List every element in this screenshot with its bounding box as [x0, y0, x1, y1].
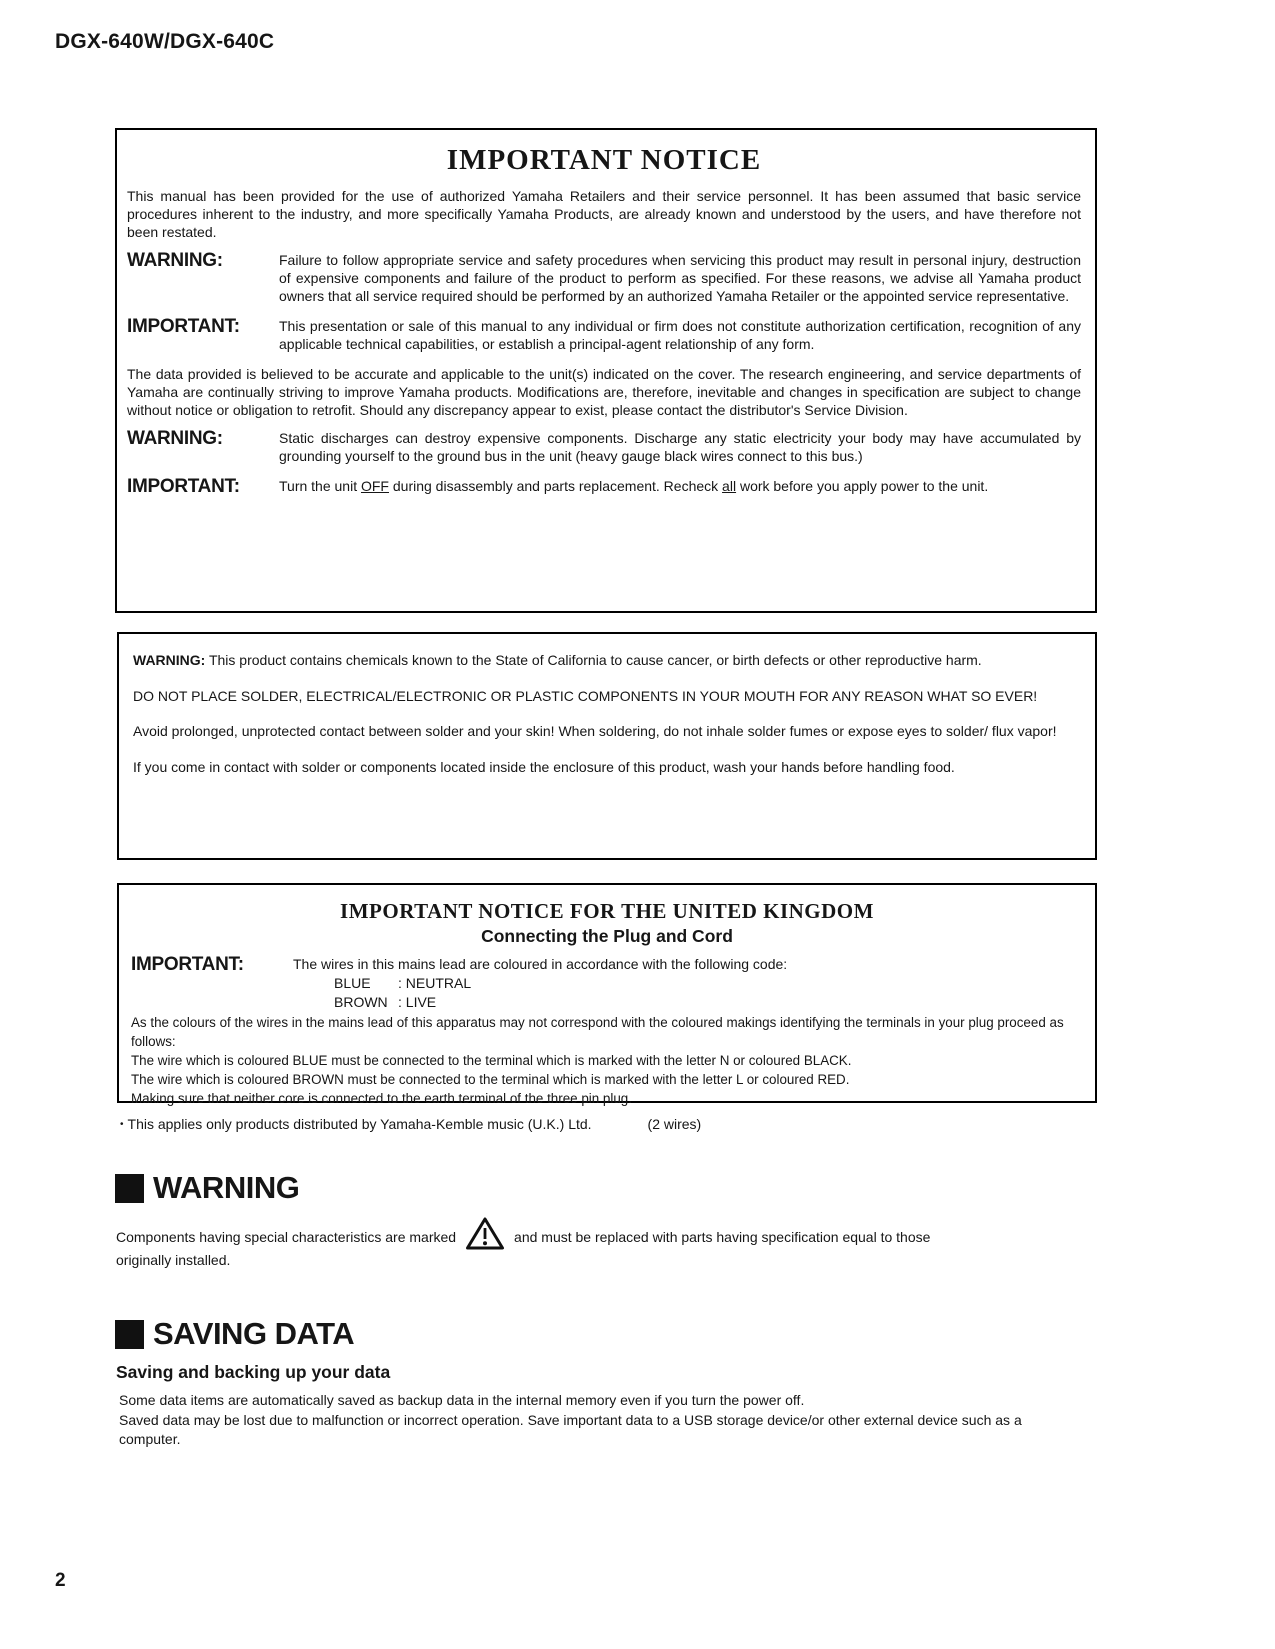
warning-section-body — [116, 1216, 1100, 1270]
wire-color-name: BROWN — [334, 994, 388, 1010]
important-notice-box — [115, 128, 1097, 613]
california-warning-paragraph — [133, 651, 1081, 670]
notice-intro-paragraph: This manual has been provided for the use of authorized Yamaha Retailers and their service personnel. It has been assumed that basic service procedures inherent to the industry, and more specifically Yamaha Products, are already known and understood by the users, and have therefore not been restated. — [127, 188, 1081, 240]
warning-label: WARNING: — [127, 428, 223, 449]
solder-mouth-paragraph: DO NOT PLACE SOLDER, ELECTRICAL/ELECTRONIC OR PLASTIC COMPONENTS IN YOUR MOUTH FOR ANY REASON WHAT SO EVER! — [133, 687, 1038, 704]
page-header-model: DGX-640W/DGX-640C — [55, 30, 275, 53]
warning-inline-label: WARNING: — [133, 652, 206, 668]
uk-instruction-line: The wire which is coloured BROWN must be connected to the terminal which is marked with the letter L or coloured RED. — [131, 1072, 850, 1087]
warning-text: Static discharges can destroy expensive components. Discharge any static electricity your body may have accumulated by grounding yourself to the ground bus in the unit (heavy gauge black wires connect to this bus.) — [279, 430, 1081, 464]
uk-applies-note — [120, 1116, 701, 1132]
uk-instruction-line: The wire which is coloured BLUE must be connected to the terminal which is marked with the letter N or coloured BLACK. — [131, 1053, 852, 1068]
warning-label: WARNING: — [127, 250, 223, 271]
notice-warning-row — [127, 251, 1081, 305]
saving-line: Saved data may be lost due to malfunction or incorrect operation. Save important data to a USB storage device/or other external device such as a computer. — [119, 1411, 1022, 1447]
uk-instruction-line: Making sure that neither core is connected to the earth terminal of the three pin plug. — [131, 1091, 632, 1106]
saving-subheading: Saving and backing up your data — [116, 1362, 391, 1382]
warning-text: Failure to follow appropriate service and safety procedures when servicing this product may result in personal injury, destruction of expensive components and failure of the product to perform as specified. For these reasons, we advise all Yamaha product owners that all service required should be performed by an authorized Yamaha Retailer or the appointed service representative. — [279, 252, 1081, 304]
saving-line: Some data items are automatically saved as backup data in the internal memory even if you turn the power off. — [119, 1392, 805, 1408]
uk-instruction-line: As the colours of the wires in the mains lead of this apparatus may not correspond with the coloured makings identifying the terminals in your plug proceed as follows: — [131, 1015, 1064, 1049]
uk-instructions — [131, 1013, 1083, 1108]
text-segment: during disassembly and parts replacement. Recheck — [388, 478, 723, 494]
solder-skin-paragraph: Avoid prolonged, unprotected contact between solder and your skin! When soldering, do not inhale solder fumes or expose eyes to solder/ flux vapor! — [133, 723, 1057, 739]
text-segment: work before you apply power to the unit. — [736, 478, 989, 494]
saving-heading-text: SAVING DATA — [153, 1316, 355, 1351]
text-segment: originally installed. — [116, 1252, 231, 1268]
uk-important-text: The wires in this mains lead are coloured in accordance with the following code: — [293, 956, 788, 972]
saving-data-heading — [115, 1316, 1100, 1352]
notice-data-paragraph: The data provided is believed to be accurate and applicable to the unit(s) indicated on the cover. The research engineering, and service departments of Yamaha are continually striving to improve Yamaha products. Modifications are, therefore, inevitable and changes in specification are subject to change without notice or obligation to retrofit. Should any discrepancy appear to exist, please contact the distributor's Service Division. — [127, 366, 1081, 418]
underlined-all: all — [722, 478, 737, 494]
notice-important-row — [127, 317, 1081, 353]
saving-data-section — [115, 1316, 1100, 1450]
uk-notice-title: IMPORTANT NOTICE FOR THE UNITED KINGDOM — [340, 899, 874, 923]
wire-code-blue — [334, 974, 1083, 993]
warning-triangle-icon — [465, 1216, 505, 1251]
notice-important2-row — [127, 477, 1081, 496]
wash-hands-paragraph: If you come in contact with solder or components located inside the enclosure of this product, wash your hands before handling food. — [133, 758, 955, 775]
warning-section-heading — [115, 1170, 1100, 1206]
important-text — [279, 477, 1081, 496]
wire-color-name: BLUE — [334, 975, 371, 991]
uk-notice-box — [117, 883, 1097, 1106]
underlined-off: OFF — [360, 478, 389, 494]
text-segment: and must be replaced with parts having specification equal to those — [514, 1229, 931, 1245]
important-text: This presentation or sale of this manual to any individual or firm does not constitute authorization certification, recognition of any applicable technical capabilities, or establish a principal-agent relationship of any form. — [279, 318, 1081, 352]
solder-warning-box — [117, 632, 1097, 860]
important-label: IMPORTANT: — [127, 476, 240, 497]
text-segment: Components having special characteristics are marked — [116, 1229, 457, 1245]
uk-applies-text: This applies only products distributed by Yamaha-Kemble music (U.K.) Ltd. — [127, 1116, 592, 1132]
black-square-icon — [115, 1174, 144, 1203]
bullet-icon: • — [120, 1119, 124, 1130]
uk-wires-count: (2 wires) — [647, 1116, 702, 1132]
wire-code-brown — [334, 993, 1083, 1012]
warning-section — [115, 1170, 1100, 1270]
uk-notice-subtitle: Connecting the Plug and Cord — [481, 926, 733, 946]
notice-warning2-row — [127, 429, 1081, 465]
wire-code-value: : NEUTRAL — [398, 975, 472, 991]
text-segment: Turn the unit — [279, 478, 361, 494]
important-label: IMPORTANT: — [127, 316, 240, 337]
important-label: IMPORTANT: — [131, 954, 244, 975]
california-warning-text: This product contains chemicals known to the State of California to cause cancer, or birth defects or other reproductive harm. — [208, 652, 982, 668]
uk-important-row — [131, 955, 1083, 974]
wire-code-value: : LIVE — [398, 994, 437, 1010]
important-notice-title: IMPORTANT NOTICE — [446, 144, 762, 176]
black-square-icon — [115, 1320, 144, 1349]
saving-body — [119, 1391, 1039, 1450]
page-number: 2 — [55, 1570, 66, 1591]
warning-heading-text: WARNING — [153, 1170, 300, 1205]
